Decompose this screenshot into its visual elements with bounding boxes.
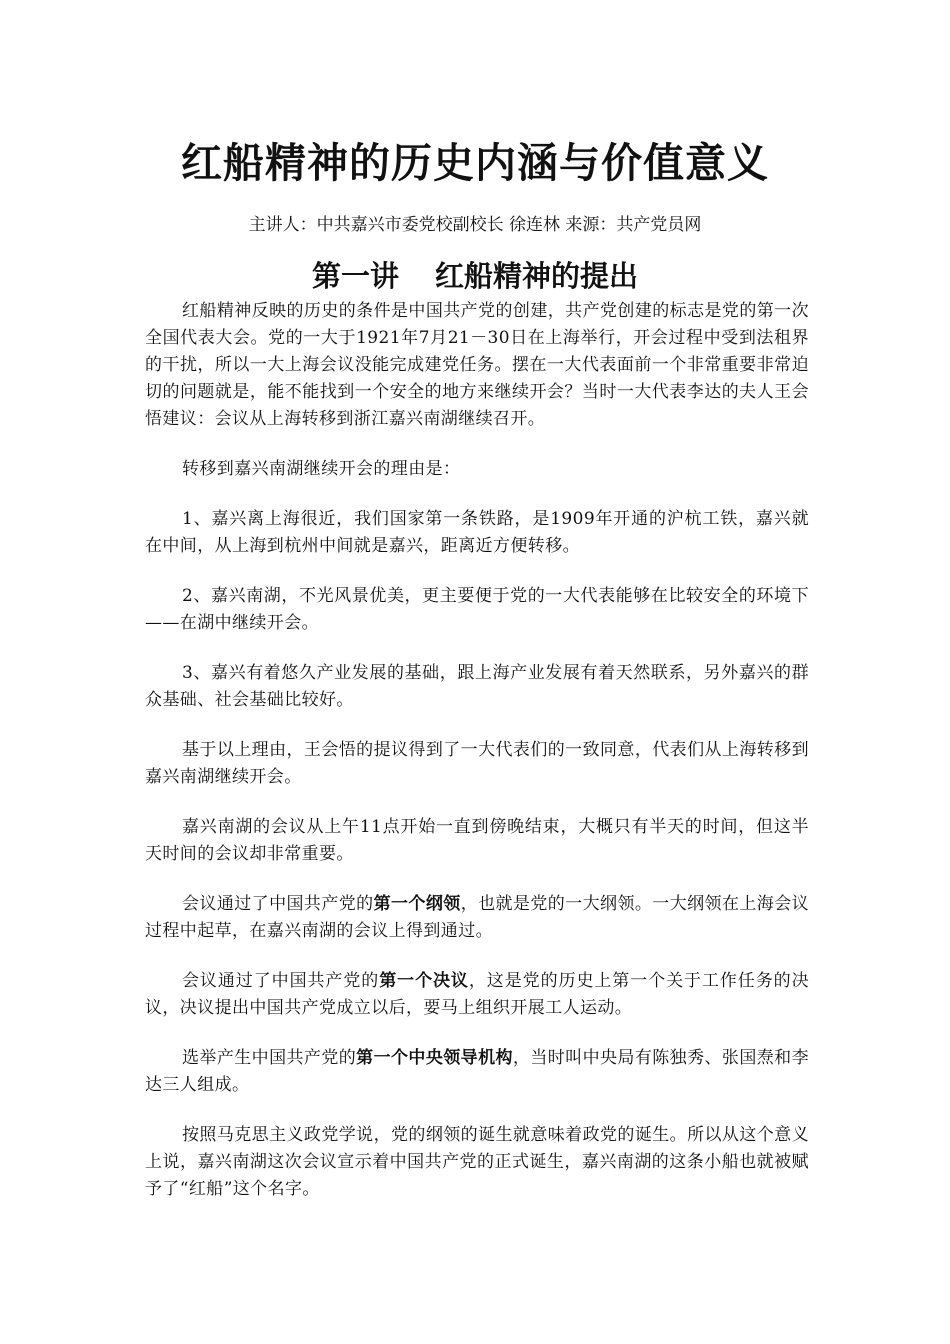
paragraph: 按照马克思主义政党学说，党的纲领的诞生就意味着政党的诞生。所以从这个意义上说，嘉兴南湖这次会议宣示着中国共产党的正式诞生，嘉兴南湖的这条小船也就被赋予了“红船”这个名字。	[145, 1125, 809, 1199]
paragraph	[145, 891, 809, 945]
byline: 主讲人：中共嘉兴市委党校副校长 徐连林 来源：共产党员网	[248, 215, 702, 235]
paragraph-text: 会议通过了中国共产党的	[182, 894, 374, 914]
paragraph-text: 选举产生中国共产党的	[182, 1048, 357, 1068]
section-number: 第一讲	[311, 259, 399, 293]
emphasis-text: 第一个决议	[379, 971, 469, 991]
paragraph-text: 会议通过了中国共产党的	[182, 971, 380, 991]
paragraph: 1、嘉兴离上海很近，我们国家第一条铁路，是1909年开通的沪杭工铁，嘉兴就在中间，从上海到杭州中间就是嘉兴，距离近方便转移。	[145, 509, 809, 556]
paragraph	[145, 1045, 809, 1099]
paragraph: 红船精神反映的历史的条件是中国共产党的创建，共产党创建的标志是党的第一次全国代表大会。党的一大于1921年7月21－30日在上海举行，开会过程中受到法租界的干扰，所以一大上海会议没能完成建党任务。摆在一大代表面前一个非常重要非常迫切的问题就是，能不能找到一个安全的地方来继续开会？当时一大代表李达的夫人王会悟建议：会议从上海转移到浙江嘉兴南湖继续召开。	[145, 301, 809, 429]
paragraph	[145, 968, 809, 1022]
emphasis-text: 第一个中央领导机构	[356, 1048, 513, 1068]
paragraph: 3、嘉兴有着悠久产业发展的基础，跟上海产业发展有着天然联系，另外嘉兴的群众基础、社会基础比较好。	[145, 663, 809, 710]
section-title: 红船精神的提出	[435, 259, 639, 293]
paragraph: 基于以上理由，王会悟的提议得到了一大代表们的一致同意，代表们从上海转移到嘉兴南湖继续开会。	[145, 740, 809, 787]
paragraph: 转移到嘉兴南湖继续开会的理由是：	[182, 459, 461, 479]
section-heading	[0, 253, 950, 299]
paragraph-text: ，这是党的历史上第一个关于工作任务的决议，决议提出中国共产党成立以后，要马上组织开展工人运动。	[145, 971, 809, 1018]
emphasis-text: 第一个纲领	[373, 894, 461, 914]
paragraph-text: ，也就是党的一大纲领。一大纲领在上海会议过程中起草，在嘉兴南湖的会议上得到通过。	[145, 894, 810, 941]
document-title: 红船精神的历史内涵与价值意义	[181, 139, 769, 187]
document-body	[145, 298, 809, 1226]
paragraph: 嘉兴南湖的会议从上午11点开始一直到傍晚结束，大概只有半天的时间，但这半天时间的会议却非常重要。	[145, 817, 809, 864]
paragraph: 2、嘉兴南湖，不光风景优美，更主要便于党的一大代表能够在比较安全的环境下——在湖中继续开会。	[145, 586, 809, 633]
paragraph-text: ，当时叫中央局有陈独秀、张国焘和李达三人组成。	[145, 1048, 809, 1095]
